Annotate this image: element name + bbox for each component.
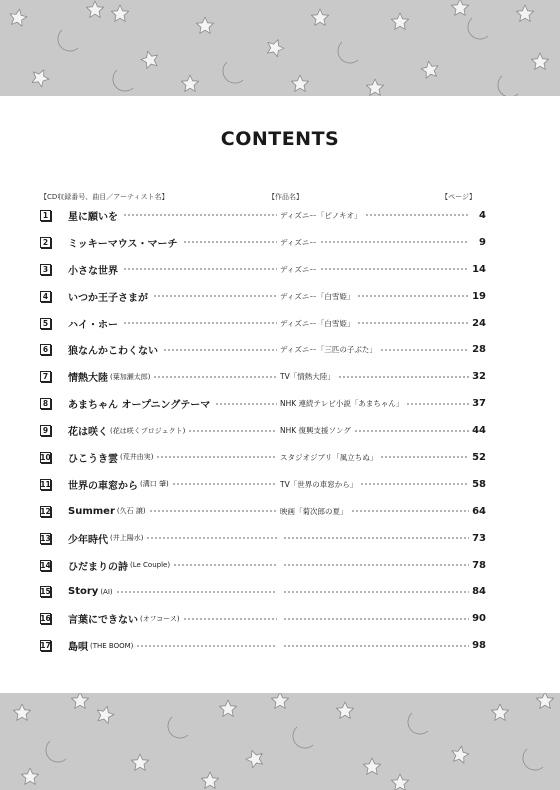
dot-leader (146, 534, 277, 542)
dot-leader (283, 615, 469, 623)
work-title: ディズニー「白雪姫」 (280, 291, 355, 301)
track-number-box: 3 (40, 264, 51, 275)
contents-list (40, 202, 486, 659)
artist-name: (THE BOOM) (90, 641, 134, 650)
song-title: 島唄 (68, 642, 88, 654)
page-number: 19 (472, 290, 486, 302)
toc-row[interactable] (40, 283, 486, 310)
work-title: TV「世界の車窓から」 (280, 479, 358, 489)
artist-name: (オフコース) (140, 614, 180, 623)
dot-leader (283, 534, 469, 542)
track-number-box: 1 (40, 210, 51, 221)
song-title: 狼なんかこわくない (68, 346, 158, 358)
work-title: 映画「菊次郎の夏」 (280, 506, 348, 516)
page-number: 64 (472, 505, 486, 517)
song-title: 花は咲く (68, 427, 108, 439)
page-number: 78 (472, 559, 486, 571)
dot-leader (173, 561, 277, 569)
track-number-box: 6 (40, 344, 51, 355)
song-title: いつか王子さまが (68, 292, 148, 304)
work-title: NHK 連続テレビ小説「あまちゃん」 (280, 399, 404, 409)
dot-leader (123, 319, 277, 327)
song-title: Summer (68, 505, 115, 517)
track-number-box: 10 (40, 452, 51, 462)
toc-row[interactable] (40, 471, 486, 498)
toc-row[interactable] (40, 444, 486, 471)
dot-leader (136, 642, 277, 650)
dot-leader (163, 346, 277, 354)
song-title: 世界の車窓から (68, 480, 138, 492)
dot-leader (357, 292, 469, 300)
page-number: 98 (472, 640, 486, 652)
page-title: CONTENTS (220, 128, 340, 150)
dot-leader (123, 265, 277, 273)
track-number-box: 17 (40, 641, 51, 651)
page-number: 58 (472, 478, 486, 490)
track-number-box: 7 (40, 371, 51, 382)
dot-leader (123, 211, 277, 219)
track-number-box: 4 (40, 291, 51, 302)
track-number-box: 5 (40, 318, 51, 329)
toc-row[interactable] (40, 202, 486, 229)
dot-leader (183, 238, 278, 246)
stars-moons-pattern-bottom (0, 693, 560, 790)
dot-leader (153, 292, 277, 300)
bottom-decorative-band (0, 693, 560, 790)
dot-leader (360, 480, 469, 488)
dot-leader (149, 507, 277, 515)
artist-name: (葉加瀬太郎) (110, 372, 151, 381)
track-number-box: 14 (40, 560, 51, 570)
toc-row[interactable] (40, 256, 486, 283)
dot-leader (153, 373, 277, 381)
artist-name: (荒井由実) (120, 453, 154, 462)
artist-name: (井上陽水) (110, 534, 144, 543)
artist-name: (久石 譲) (116, 507, 146, 516)
dot-leader (172, 480, 277, 488)
artist-name: (溝口 肇) (140, 480, 169, 489)
song-title: 小さな世界 (68, 265, 118, 277)
dot-leader (320, 265, 469, 273)
song-title: 情熱大陸 (68, 373, 108, 385)
work-title: スタジオジブリ「風立ちぬ」 (280, 452, 378, 462)
song-title: ひだまりの詩 (68, 561, 128, 573)
dot-leader (215, 400, 277, 408)
song-title: あまちゃん オープニングテーマ (68, 400, 211, 412)
dot-leader (283, 642, 469, 650)
work-title: ディズニー (280, 237, 317, 247)
work-title: NHK 復興支援ソング (280, 426, 351, 436)
page-number: 90 (472, 613, 486, 625)
top-decorative-band (0, 0, 560, 96)
page-number: 52 (472, 451, 486, 463)
dot-leader (188, 427, 277, 435)
track-number-box: 16 (40, 614, 51, 624)
work-title: ディズニー (280, 264, 317, 274)
dot-leader (283, 561, 469, 569)
toc-row[interactable] (40, 498, 486, 525)
song-title: 星に願いを (68, 211, 118, 223)
page-number: 73 (472, 532, 486, 544)
dot-leader (116, 588, 277, 596)
column-header-work: 【作品名】 (268, 193, 303, 201)
work-title: TV「情熱大陸」 (280, 372, 335, 382)
page-number: 84 (472, 586, 486, 598)
dot-leader (320, 238, 469, 246)
toc-row[interactable] (40, 310, 486, 337)
page-number: 4 (479, 209, 486, 221)
column-header-song-artist: 【CD収録番号、曲目／アーティスト名】 (40, 193, 169, 201)
page-number: 37 (472, 398, 486, 410)
toc-row[interactable] (40, 336, 486, 363)
page-number: 24 (472, 317, 486, 329)
track-number-box: 9 (40, 425, 51, 436)
page-number: 14 (472, 263, 486, 275)
dot-leader (156, 453, 277, 461)
toc-row[interactable] (40, 605, 486, 632)
song-title: 言葉にできない (68, 615, 138, 627)
page-number: 28 (472, 344, 486, 356)
toc-row[interactable] (40, 229, 486, 256)
page-number: 44 (472, 425, 486, 437)
dot-leader (365, 211, 469, 219)
dot-leader (380, 453, 469, 461)
dot-leader (380, 346, 469, 354)
song-title: ミッキーマウス・マーチ (68, 238, 178, 250)
track-number-box: 12 (40, 506, 51, 516)
toc-row[interactable] (40, 417, 486, 444)
dot-leader (183, 615, 277, 623)
track-number-box: 2 (40, 237, 51, 248)
toc-row[interactable] (40, 578, 486, 605)
dot-leader (351, 507, 470, 515)
toc-row[interactable] (40, 390, 486, 417)
artist-name: (AI) (100, 587, 113, 596)
artist-name: (花は咲くプロジェクト) (110, 426, 186, 435)
track-number-box: 15 (40, 587, 51, 597)
track-number-box: 11 (40, 479, 51, 489)
toc-row[interactable] (40, 632, 486, 659)
work-title: ディズニー「白雪姫」 (280, 318, 355, 328)
toc-row[interactable] (40, 525, 486, 552)
work-title: ディズニー「三匹の子ぶた」 (280, 345, 377, 355)
toc-row[interactable] (40, 552, 486, 579)
artist-name: (Le Couple) (130, 561, 171, 570)
track-number-box: 13 (40, 533, 51, 543)
page-number: 32 (472, 371, 486, 383)
song-title: Story (68, 586, 99, 598)
stars-moons-pattern-top (0, 0, 560, 96)
song-title: 少年時代 (68, 534, 108, 546)
toc-row[interactable] (40, 363, 486, 390)
song-title: ひこうき雲 (68, 453, 118, 465)
track-number-box: 8 (40, 398, 51, 409)
dot-leader (283, 588, 469, 596)
page-number: 9 (479, 236, 486, 248)
dot-leader (354, 427, 469, 435)
dot-leader (338, 373, 469, 381)
dot-leader (357, 319, 469, 327)
dot-leader (406, 400, 469, 408)
work-title: ディズニー「ピノキオ」 (280, 210, 362, 220)
column-header-page: 【ページ】 (441, 193, 476, 201)
song-title: ハイ・ホー (68, 319, 118, 331)
